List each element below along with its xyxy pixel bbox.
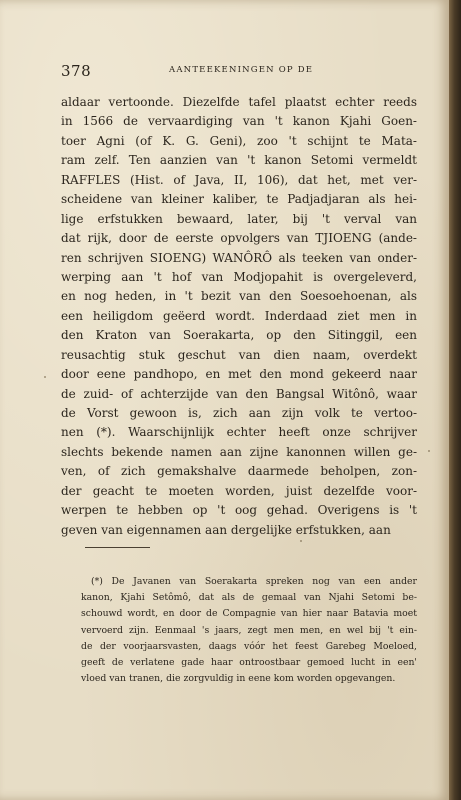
footnote [81,574,417,687]
main-text [61,93,417,540]
paper-speck [428,450,430,452]
text-line: dat rijk, door de eerste opvolgers van TJIOENG (ande- [61,231,417,246]
footnote-line: kanon, Kjahi Setômô, dat als de gemaal van Njahi Setomi be- [81,592,417,604]
footnote-line: vloed van tranen, die zorgvuldig in eene kom worden opgevangen. [81,673,396,685]
text-line: werping aan 't hof van Modjopahit is overgeleverd, [61,269,417,284]
footnote-line: de der voorjaarsvasten, daags vóór het feest Garebeg Moeloed, [81,640,417,652]
text-line: den Kraton van Soerakarta, op den Sitinggil, een [61,328,417,343]
paper-speck [44,376,46,378]
text-line: door eene pandhopo, en met den mond gekeerd naar [61,367,417,382]
footnote-divider [85,547,150,548]
text-line: de Vorst gewoon is, zich aan zijn volk te vertoo- [61,406,417,420]
book-spine-edge [449,0,461,800]
text-line: aldaar vertoonde. Diezelfde tafel plaatst echter reeds [61,95,417,109]
text-line: een heiligdom geëerd wordt. Inderdaad ziet men in [61,308,417,323]
text-line: lige erfstukken bewaard, later, bij 't verval van [61,211,417,226]
text-line: der geacht te moeten worden, juist dezelfde voor- [61,483,417,498]
text-line: ven, of zich gemakshalve daarmede beholpen, zon- [61,464,417,479]
footnote-line: geeft de verlatene gade haar ontroostbaar gemoed lucht in een' [81,656,417,668]
text-line: geven van eigennamen aan dergelijke erfstukken, aan [61,522,391,537]
page-number: 378 [61,62,92,80]
text-line: scheidene van kleiner kaliber, te Padjadjaran als hei- [61,192,417,207]
text-line: de zuid- of achterzijde van den Bangsal Witônô, waar [61,386,417,401]
text-line: ram zelf. Ten aanzien van 't kanon Setomi vermeldt [61,153,417,168]
text-line: reusachtig stuk geschut van dien naam, overdekt [61,347,417,362]
paper-speck [300,540,302,542]
text-line: ren schrijven SIOENG) WANÔRÔ als teeken van onder- [61,250,417,265]
running-head: AANTEEKENINGEN OP DE [169,65,314,75]
text-line: en nog heden, in 't bezit van den Soesoehoenan, als [61,289,417,304]
text-line: in 1566 de vervaardiging van 't kanon Kjahi Goen- [61,114,417,129]
page-header [61,62,416,82]
footnote-line: schouwd wordt, en door de Compagnie van hier naar Batavia moet [81,608,417,620]
text-line: slechts bekende namen aan zijne kanonnen willen ge- [61,444,417,459]
footnote-line: (*) De Javanen van Soerakarta spreken nog van een ander [91,576,417,587]
text-line: nen (*). Waarschijnlijk echter heeft onze schrijver [61,425,417,440]
text-line: RAFFLES (Hist. of Java, II, 106), dat het, met ver- [61,172,417,187]
footnote-line: vervoerd zijn. Eenmaal 's jaars, zegt men men, en wel bij 't ein- [81,624,417,636]
text-line: werpen te hebben op 't oog gehad. Overigens is 't [61,503,417,518]
text-line: toer Agni (of K. G. Geni), zoo 't schijnt te Mata- [61,133,417,148]
